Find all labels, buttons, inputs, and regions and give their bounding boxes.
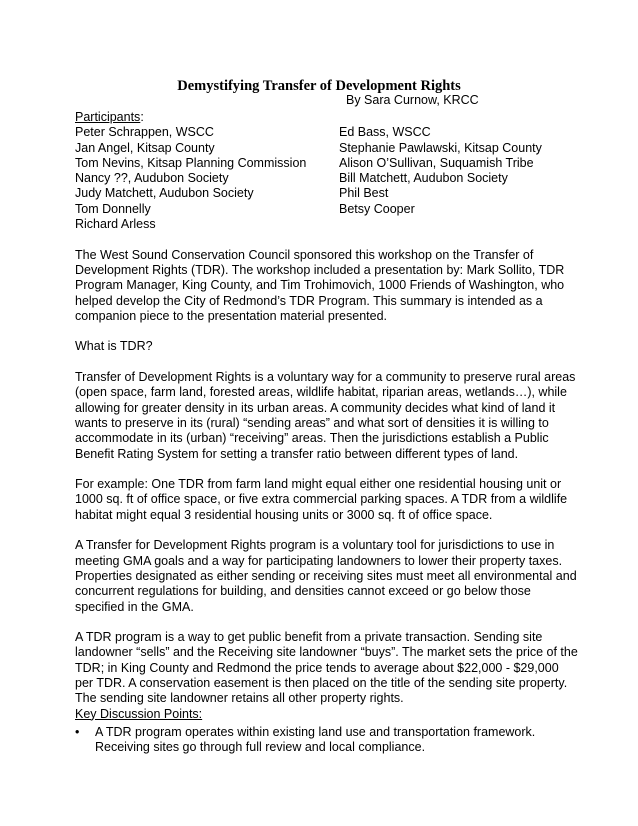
body-paragraph-3: A Transfer for Development Rights program is a voluntary tool for jurisdictions to use in meeting GMA goals and a way for participating landowners to lower their property taxes. Properties designated as either sending or receiving sites must meet all environmental and concurrent regulations for building, and densities cannot exceed or go below those specified in the GMA.	[75, 538, 577, 614]
participant-right: Stephanie Pawlawski, Kitsap County	[339, 140, 542, 155]
participant-left: Nancy ??, Audubon Society	[75, 171, 229, 186]
body-paragraph-1: Transfer of Development Rights is a voluntary way for a community to preserve rural areas (open space, farm land, forested areas, wildlife habitat, riparian areas, wetlands…), while allowing for greater density in its urban areas. A community decides what kind of land it wants to preserve in its (rural) “sending areas” and what sort of densities it is willing to accommodate in its (urban) “receiving” areas. Then the jurisdictions establish a Public Benefit Rating System for setting a transfer ratio between different types of land.	[75, 370, 576, 461]
participant-left: Peter Schrappen, WSCC	[75, 125, 214, 140]
participants-heading: Participants	[75, 110, 141, 124]
participant-left: Tom Donnelly	[75, 201, 151, 216]
key-points-heading: Key Discussion Points:	[75, 706, 203, 721]
spacer	[75, 232, 580, 247]
participant-right: Betsy Cooper	[339, 201, 415, 216]
participants-list	[75, 125, 580, 232]
document-body	[75, 110, 580, 755]
document-title: Demystifying Transfer of Development Rights	[177, 78, 461, 94]
intro-paragraph: The West Sound Conservation Council sponsored this workshop on the Transfer of Development Rights (TDR). The workshop included a presentation by: Mark Sollito, TDR Program Manager, King County, and Tim Trohimovich, 1000 Friends of Washington, who helped develop the City of Redmond’s TDR Program. This summary is intended as a companion piece to the presentation material presented.	[75, 247, 565, 323]
key-points-list	[75, 725, 580, 756]
participant-right: Phil Best	[339, 186, 389, 201]
participant-left: Jan Angel, Kitsap County	[75, 140, 215, 155]
document-byline: By Sara Curnow, KRCC	[346, 93, 479, 107]
body-paragraph-4: A TDR program is a way to get public benefit from a private transaction. Sending site landowner “sells” and the Receiving site landowner “buys”. The market sets the price of the TDR; in King County and Redmond the price tends to average about $22,000 - $29,000 per TDR. A conservation easement is then placed on the title of the sending site property. The sending site landowner retains all other property rights.	[75, 630, 578, 706]
participant-right: Bill Matchett, Audubon Society	[339, 171, 508, 186]
participant-left: Richard Arless	[75, 217, 156, 232]
section-question: What is TDR?	[75, 339, 153, 354]
participant-right: Ed Bass, WSCC	[339, 125, 431, 140]
participant-left: Judy Matchett, Audubon Society	[75, 186, 254, 201]
body-paragraph-2: For example: One TDR from farm land might equal either one residential housing unit or 1000 sq. ft of office space, or five extra commercial parking spaces. A TDR from a wildlife habitat might equal 3 residential housing units or 3000 sq. ft of office space.	[75, 477, 568, 522]
bullet-icon: •	[75, 724, 80, 739]
participants-heading-line	[75, 110, 580, 125]
list-item-text: A TDR program operates within existing land use and transportation framework. Receiving sites go through full review and local compliance.	[95, 724, 536, 755]
list-item	[75, 725, 580, 756]
participants-heading-colon: :	[140, 110, 144, 124]
participant-right: Alison O’Sullivan, Suquamish Tribe	[339, 155, 534, 170]
participant-left: Tom Nevins, Kitsap Planning Commission	[75, 155, 307, 170]
participant-right	[339, 217, 589, 232]
